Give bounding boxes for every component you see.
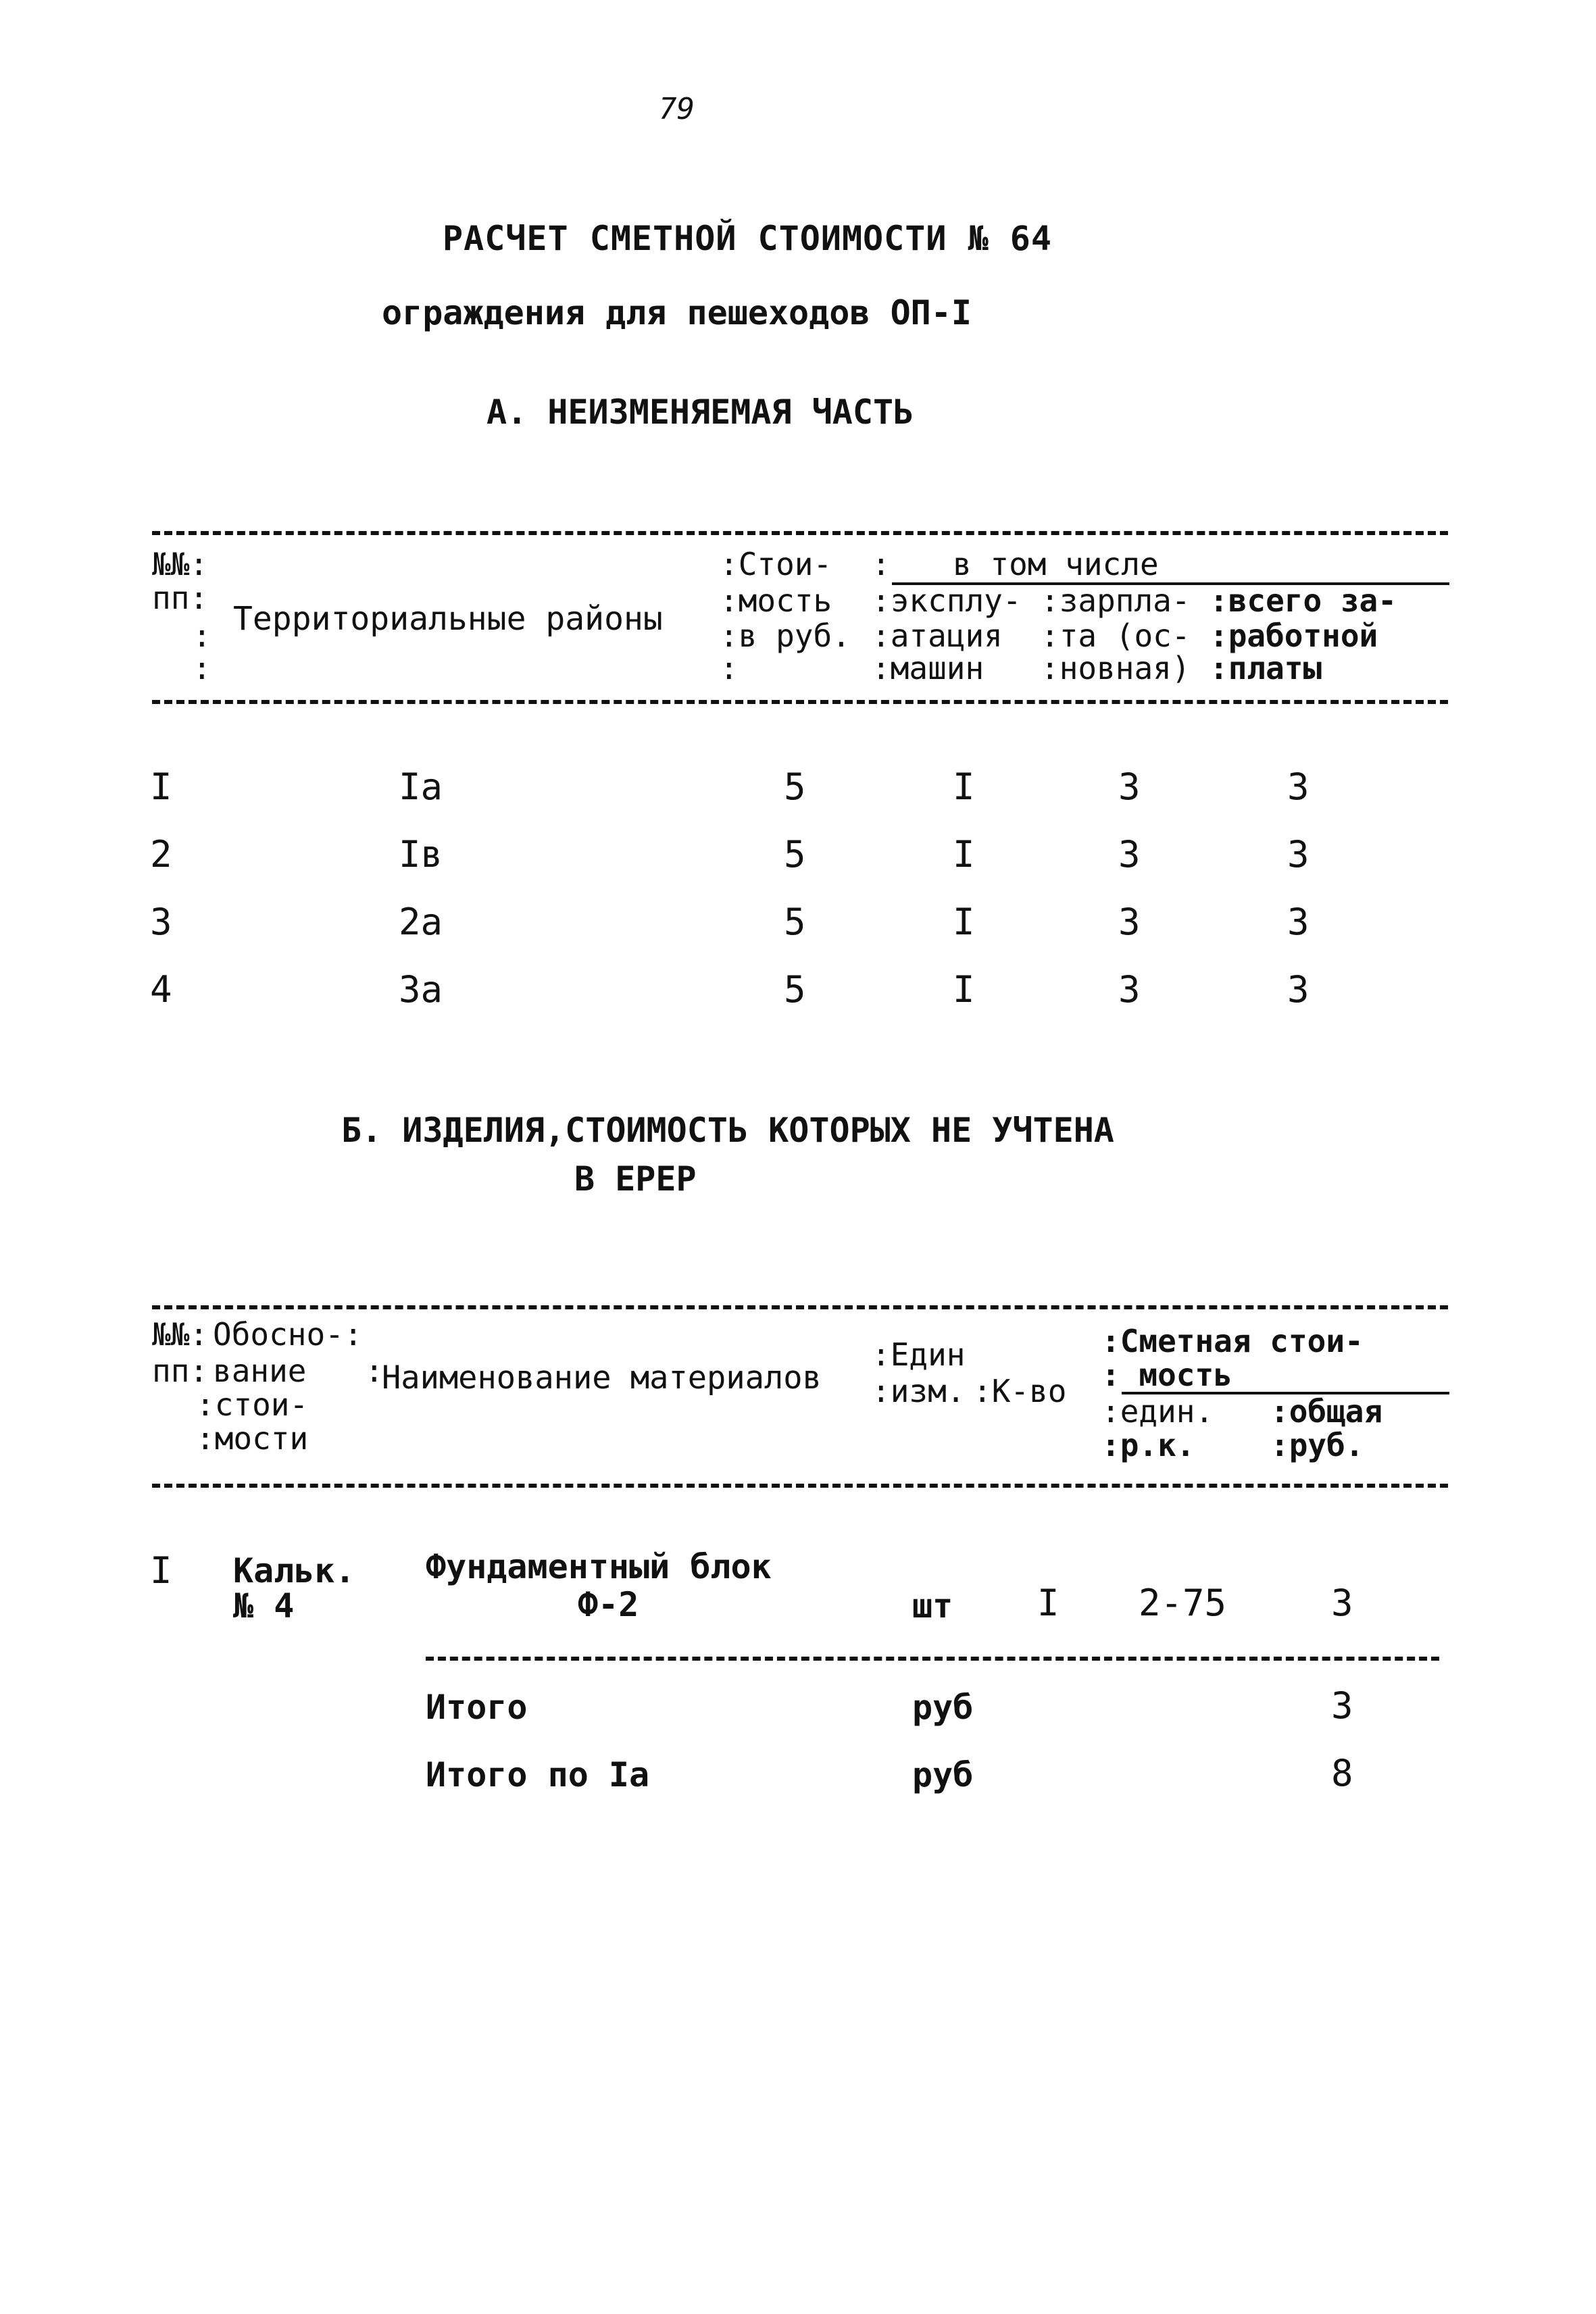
table-a-row-machines: I [953, 765, 975, 808]
table-a-row-machines: I [953, 833, 975, 876]
section-a-heading: А. НЕИЗМЕНЯЕМАЯ ЧАСТЬ [487, 393, 914, 432]
table-b-row-name-1: Фундаментный блок [426, 1547, 772, 1586]
table-a-incl-separator: : [872, 546, 891, 582]
table-a-row-wage: 3 [1118, 968, 1141, 1011]
table-a-exp-header-2: :атация [872, 618, 1003, 654]
table-a-row-wage: 3 [1118, 765, 1141, 808]
table-a-cost-header-2: :мость [720, 582, 832, 619]
table-b-row-total: 3 [1331, 1582, 1353, 1624]
table-a-row-region: 2а [399, 901, 443, 943]
section-b-heading-line-1: Б. ИЗДЕЛИЯ,СТОИМОСТЬ КОТОРЫХ НЕ УЧТЕНА [341, 1111, 1114, 1150]
table-a-row-total: 3 [1287, 968, 1310, 1011]
table-a-cost-header-3: :в руб. [720, 618, 851, 654]
table-b-basis-header-2: вание [213, 1353, 307, 1389]
summary-label: Итого [426, 1688, 528, 1727]
table-b-top-rule [152, 1305, 1448, 1309]
table-a-exp-header-3: :машин [872, 650, 984, 686]
table-b-unit-price-header-1: :един. [1101, 1393, 1214, 1430]
document-subtitle: ограждения для пешеходов ОП-I [382, 293, 972, 332]
summary-value: 8 [1331, 1752, 1353, 1794]
table-b-estimate-header-1: :Сметная стои- [1101, 1323, 1364, 1359]
table-a-row-region: Iа [399, 765, 443, 808]
table-b-name-colon: : [365, 1353, 384, 1389]
table-a-num-header-2: пп: [152, 580, 209, 616]
table-b-estimate-header-2: : мость [1101, 1357, 1232, 1393]
table-a-row-num: I [150, 765, 172, 808]
table-b-total-header-1: :общая [1270, 1393, 1383, 1430]
table-b-unit-header-1: :Един [872, 1336, 966, 1373]
summary-unit: руб [912, 1755, 974, 1794]
table-b-unit-header-2: :изм. [872, 1373, 966, 1409]
table-b-row-unit: шт [912, 1586, 953, 1626]
table-a-row-wage: 3 [1118, 833, 1141, 876]
table-b-unit-price-header-2: :р.к. [1101, 1427, 1195, 1463]
table-b-num-header-2: пп: [152, 1353, 209, 1389]
table-a-incl-header: в том числе [953, 546, 1159, 582]
table-a-row-machines: I [953, 968, 975, 1011]
summary-label: Итого по Iа [426, 1755, 650, 1794]
table-a-row-wage: 3 [1118, 901, 1141, 943]
page-number: 79 [659, 92, 695, 126]
table-a-row-machines: I [953, 901, 975, 943]
table-b-header-rule [152, 1484, 1448, 1488]
table-a-region-header: Территориальные районы [233, 600, 663, 638]
table-a-row-cost: 5 [784, 765, 806, 808]
table-b-row-rule [426, 1657, 1439, 1661]
table-a-row-num: 2 [150, 833, 172, 876]
table-b-row-num: I [150, 1549, 172, 1592]
table-a-total-header-1: :всего за- [1210, 582, 1397, 619]
table-a-total-header-3: :платы [1210, 650, 1322, 686]
summary-unit: руб [912, 1688, 974, 1727]
table-a-wage-header-1: :зарпла- [1041, 582, 1191, 619]
table-a-row-total: 3 [1287, 765, 1310, 808]
table-b-row-unit-price: 2-75 [1139, 1582, 1227, 1624]
table-a-num-header-1: №№: [152, 546, 209, 582]
table-b-row-basis-1: Кальк. [233, 1551, 355, 1590]
table-a-row-cost: 5 [784, 901, 806, 943]
document-title: РАСЧЕТ СМЕТНОЙ СТОИМОСТИ № 64 [443, 219, 1052, 258]
table-a-row-region: Iв [399, 833, 443, 876]
table-b-qty-header: :К-во [973, 1373, 1067, 1409]
table-a-row-num: 3 [150, 901, 172, 943]
table-a-row-num: 4 [150, 968, 172, 1011]
table-a-row-total: 3 [1287, 901, 1310, 943]
table-a-row-region: 3а [399, 968, 443, 1011]
table-a-cost-header-4: : [720, 650, 739, 686]
table-a-wage-header-3: :новная) [1041, 650, 1191, 686]
table-b-num-header-1: №№: [152, 1316, 209, 1353]
table-a-row-total: 3 [1287, 833, 1310, 876]
table-a-num-header-3: : [193, 618, 211, 654]
table-a-header-rule [152, 700, 1448, 704]
table-a-row-cost: 5 [784, 968, 806, 1011]
table-a-total-header-2: :работной [1210, 618, 1378, 654]
table-b-basis-header-1: Обосно-: [213, 1316, 363, 1353]
table-b-basis-header-3: :стои- [196, 1386, 309, 1423]
table-b-row-name-2: Ф-2 [578, 1585, 639, 1624]
summary-value: 3 [1331, 1684, 1353, 1727]
table-b-total-header-2: :руб. [1270, 1427, 1364, 1463]
table-a-top-rule [152, 531, 1448, 535]
table-a-wage-header-2: :та (ос- [1041, 618, 1191, 654]
table-b-name-header: Наименование материалов [382, 1359, 822, 1397]
table-a-row-cost: 5 [784, 833, 806, 876]
table-a-cost-header-1: :Стои- [720, 546, 832, 582]
table-b-basis-header-4: :мости [196, 1420, 309, 1457]
table-b-row-qty: I [1037, 1582, 1059, 1624]
table-b-row-basis-2: № 4 [233, 1586, 295, 1626]
table-a-num-header-4: : [193, 650, 211, 686]
table-a-exp-header-1: :эксплу- [872, 582, 1022, 619]
section-b-heading-line-2: В ЕРЕР [574, 1159, 697, 1199]
